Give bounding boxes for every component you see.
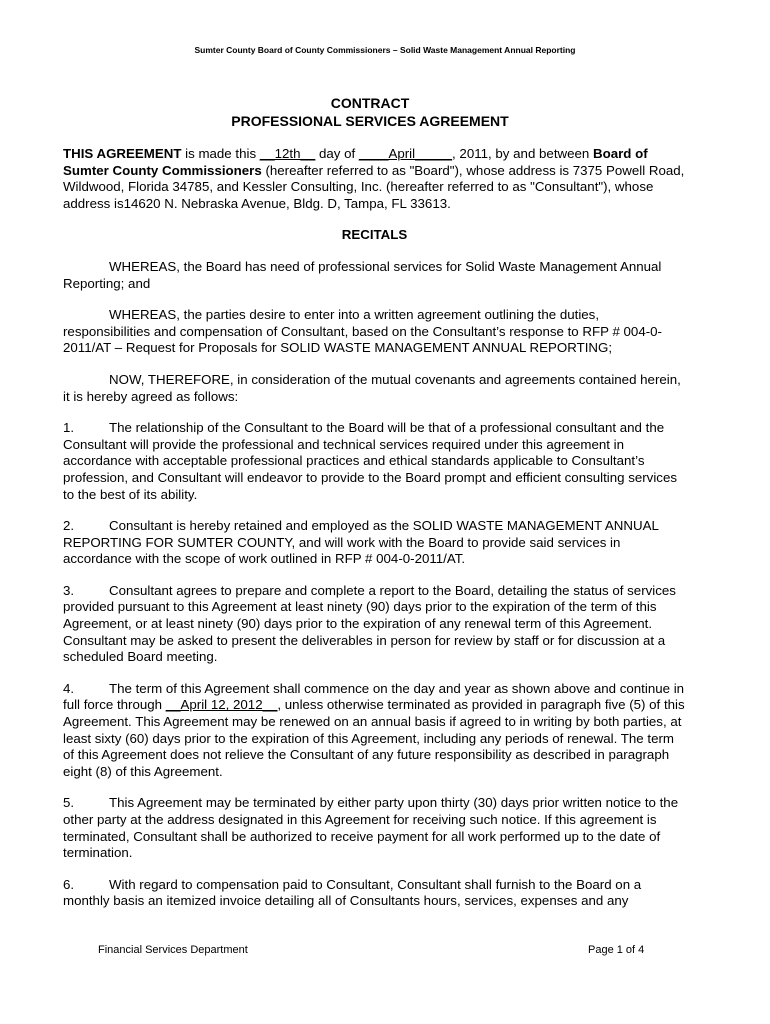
whereas-paragraph-1: WHEREAS, the Board has need of professional services for Solid Waste Management Annual Reporting; and [63, 258, 662, 291]
clause-text: Consultant agrees to prepare and complete a report to the Board, detailing the status of services provided pursuant to this Agreement at least ninety (90) days prior to the expiration of the term of this Agreement, or at least ninety (90) days prior to the expiration of any renewal term of this Agreement. Consultant may be asked to present the deliverables in person for review by staff or for discussion at a scheduled Board meeting. [63, 582, 676, 665]
clause-text: , unless otherwise terminated as provided in paragraph five (5) of this Agreement. This Agreement may be renewed on an annual basis if agreed to in writing by both parties, at least sixty (60) days prior to the expiration of this Agreement, including any periods of renewal. The term of this Agreement does not relieve the Consultant of any future responsibility as described in paragraph eight (8) of this Agreement. [63, 697, 685, 779]
clause-number: 2. [63, 518, 75, 534]
intro-text-1: is made this [181, 146, 260, 161]
clause-text: The relationship of the Consultant to the Board will be that of a professional consultant and the Consultant will provide the professional and technical services required under this agreement in accordance with acceptable professional practices and ethical standards applicable to Consultant’s profession, and Consultant will endeavor to provide to the Board prompt and efficient consulting services to the best of its ability. [63, 420, 677, 502]
clause-1 [63, 420, 686, 503]
intro-text-2: day of [315, 146, 359, 161]
end-date-field: __April 12, 2012__ [165, 697, 278, 713]
clause-number: 6. [63, 876, 75, 892]
agreement-title: PROFESSIONAL SERVICES AGREEMENT [231, 113, 509, 129]
whereas-paragraph-2: WHEREAS, the parties desire to enter into a written agreement outlining the duties, responsibilities and compensation of Consultant, based on the Consultant’s response to RFP # 004-0-2011/AT – Request for Proposals for SOLID WASTE MANAGEMENT ANNUAL REPORTING; [63, 307, 662, 356]
intro-paragraph [63, 146, 686, 212]
footer-page-number: Page 1 of 4 [588, 944, 645, 956]
clause-5 [63, 795, 686, 861]
clause-number: 4. [63, 680, 75, 696]
clause-4 [63, 681, 686, 781]
clause-text: The term of this Agreement shall commence on the day and year as shown above and continue in full force through [63, 680, 685, 713]
intro-text-3: , 2011, by and between [452, 146, 594, 161]
clause-number: 1. [63, 420, 75, 436]
now-therefore-paragraph: NOW, THEREFORE, in consideration of the mutual covenants and agreements contained herein, it is hereby agreed as follows: [63, 371, 681, 404]
clause-number: 3. [63, 582, 75, 598]
recitals-heading: RECITALS [341, 227, 408, 243]
clause-6 [63, 877, 686, 910]
month-field: ____April_____ [358, 146, 453, 161]
board-name: Board of Sumter County Commissioners [63, 146, 648, 178]
clause-number: 5. [63, 795, 75, 811]
clause-2 [63, 518, 686, 568]
intro-text-4: (hereafter referred to as "Board"), whose address is 7375 Powell Road, Wildwood, Florida 34785, and Kessler Consulting, Inc. (hereafter referred to as "Consultant"), whose address is14620 N. Nebraska Avenue, Bldg. D, Tampa, FL 33613. [63, 162, 685, 211]
footer-department: Financial Services Department [98, 944, 248, 956]
day-field: __12th__ [259, 146, 316, 161]
contract-title: CONTRACT [330, 95, 410, 111]
clause-text: With regard to compensation paid to Consultant, Consultant shall furnish to the Board on a monthly basis an itemized invoice detailing all of Consultants hours, services, expenses and any [63, 876, 642, 909]
intro-lead: THIS AGREEMENT [63, 146, 182, 161]
clause-text: Consultant is hereby retained and employed as the SOLID WASTE MANAGEMENT ANNUAL REPORTING FOR SUMTER COUNTY, and will work with the Board to provide said services in accordance with the scope of work outlined in RFP # 004-0-2011/AT. [63, 518, 659, 567]
title-block [0, 94, 740, 130]
document-body [63, 146, 686, 925]
running-header: Sumter County Board of County Commissioners – Solid Waste Management Annual Reporting [194, 45, 576, 55]
clause-text: This Agreement may be terminated by either party upon thirty (30) days prior written notice to the other party at the address designated in this Agreement for receiving such notice. If this agreement is terminated, Consultant shall be authorized to receive payment for all work performed up to the date of termination. [63, 795, 679, 861]
clause-3 [63, 583, 686, 666]
